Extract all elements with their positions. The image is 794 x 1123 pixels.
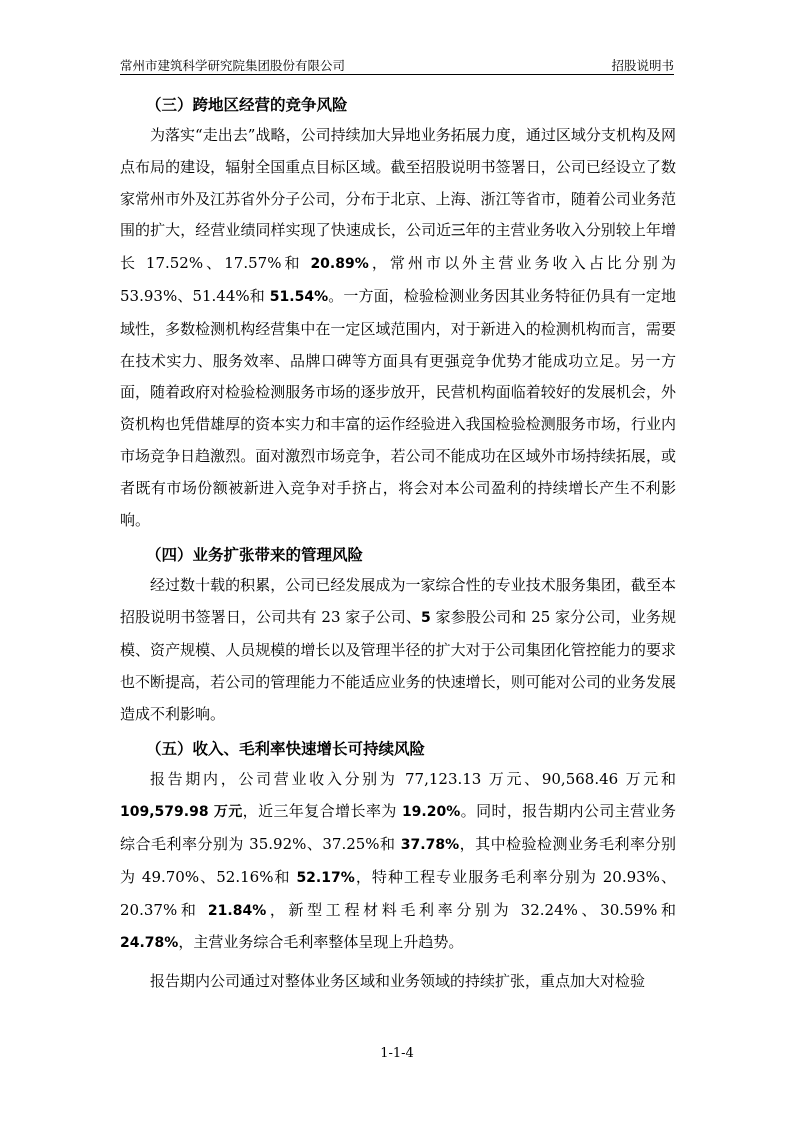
bold-run: 5 bbox=[420, 610, 431, 627]
bold-run: 109,579.98 万元 bbox=[120, 804, 243, 821]
header-company: 常州市建筑科学研究院集团股份有限公司 bbox=[120, 58, 346, 73]
text-run: 报告期内，公司营业收入分别为 77,123.13 万元、90,568.46 万元和 bbox=[150, 770, 676, 789]
text-run: ，特种工程专业服务毛利率分别为 20.93%、20.37%和 bbox=[120, 867, 676, 919]
section-3-paragraph bbox=[120, 120, 676, 536]
bold-run: 37.78% bbox=[400, 836, 460, 853]
bold-run: 52.17% bbox=[296, 869, 355, 886]
section-4-paragraph bbox=[120, 570, 676, 730]
bold-run: 三 bbox=[451, 223, 466, 240]
header-doc-type: 招股说明书 bbox=[611, 58, 674, 73]
text-run: ，主营业务综合毛利率整体呈现上升趋势。 bbox=[178, 933, 464, 952]
header-rule bbox=[120, 74, 674, 75]
text-run: ，近三年复合增长率为 bbox=[242, 802, 402, 821]
bold-run: 51.54% bbox=[269, 288, 329, 305]
bold-run: 19.20% bbox=[401, 804, 461, 821]
section-title-4: （四）业务扩张带来的管理风险 bbox=[146, 546, 364, 565]
text-run: ，常州市以外主营业务收入占比分别为 53.93%、51.44%和 bbox=[120, 254, 676, 305]
bold-run: 24.78% bbox=[120, 935, 179, 952]
document-body bbox=[120, 90, 676, 998]
section-5-paragraph-1 bbox=[120, 764, 676, 960]
text-run: 为落实“走出去”战略，公司持续加大异地业务拓展力度，通过区域分支机构及网点布局的建设，辐射全国重点目标区域。截至招股说明书签署日，公司已经设立了数家常州市外及江苏省外分子公司，分布于北京、上海、浙江等省市，随着公司业务范围的扩大，经营业绩同样实现了快速成长，公司近 bbox=[120, 126, 676, 240]
text-run: 经过数十载的积累，公司已经发展成为一家综合性的专业技术服务集团，截至本招股说明书签署日，公司共有 23 家子公司、 bbox=[120, 576, 676, 627]
bold-run: 21.84% bbox=[207, 902, 267, 919]
text-run: 年的主营业务收入分别较上年增长 17.52%、17.57%和 bbox=[120, 221, 676, 273]
text-run: ，其中检验检测业务毛利率分别为 49.70%、52.16%和 bbox=[120, 834, 676, 886]
section-5-paragraph-2: 报告期内公司通过对整体业务区域和业务领域的持续扩张，重点加大对检验 bbox=[150, 972, 646, 991]
section-title-5: （五）收入、毛利率快速增长可持续风险 bbox=[146, 740, 426, 759]
section-title-3: （三）跨地区经营的竞争风险 bbox=[146, 96, 348, 114]
text-run: 。同时，报告期内公司主营业务综合毛利率分别为 35.92%、37.25%和 bbox=[120, 802, 676, 853]
page-header bbox=[120, 52, 674, 76]
text-run: 。一方面，检验检测业务因其业务特征仍具有一定地域性，多数检测机构经营集中在一定区域范围内，对于新进入的检测机构而言，需要在技术实力、服务效率、品牌口碑等方面具有更强竞争优势才能成功立足。另一方面，随着政府对检验检测服务市场的逐步放开，民营机构面临着较好的发展机会，外资机构也凭借雄厚的资本实力和丰富的运作经验进入我国检验检测服务市场，行业内市场竞争日趋激烈。面对激烈市场竞争，若公司不能成功在区域外市场持续拓展，或者既有市场份额被新进入竞争对手挤占，将会对本公司盈利的持续增长产生不利影响。 bbox=[120, 286, 676, 529]
bold-run: 20.89% bbox=[310, 256, 369, 273]
text-run: ，新型工程材料毛利率分别为 32.24%、30.59%和 bbox=[266, 900, 676, 919]
page-number: 1-1-4 bbox=[380, 1046, 414, 1061]
text-run: 家参股公司和 25 家分公司，业务规模、资产规模、人员规模的增长以及管理半径的扩大对于公司集团化管控能力的要求也不断提高，若公司的管理能力不能适应业务的快速增长，则可能对公司的业务发展造成不利影响。 bbox=[120, 608, 676, 723]
